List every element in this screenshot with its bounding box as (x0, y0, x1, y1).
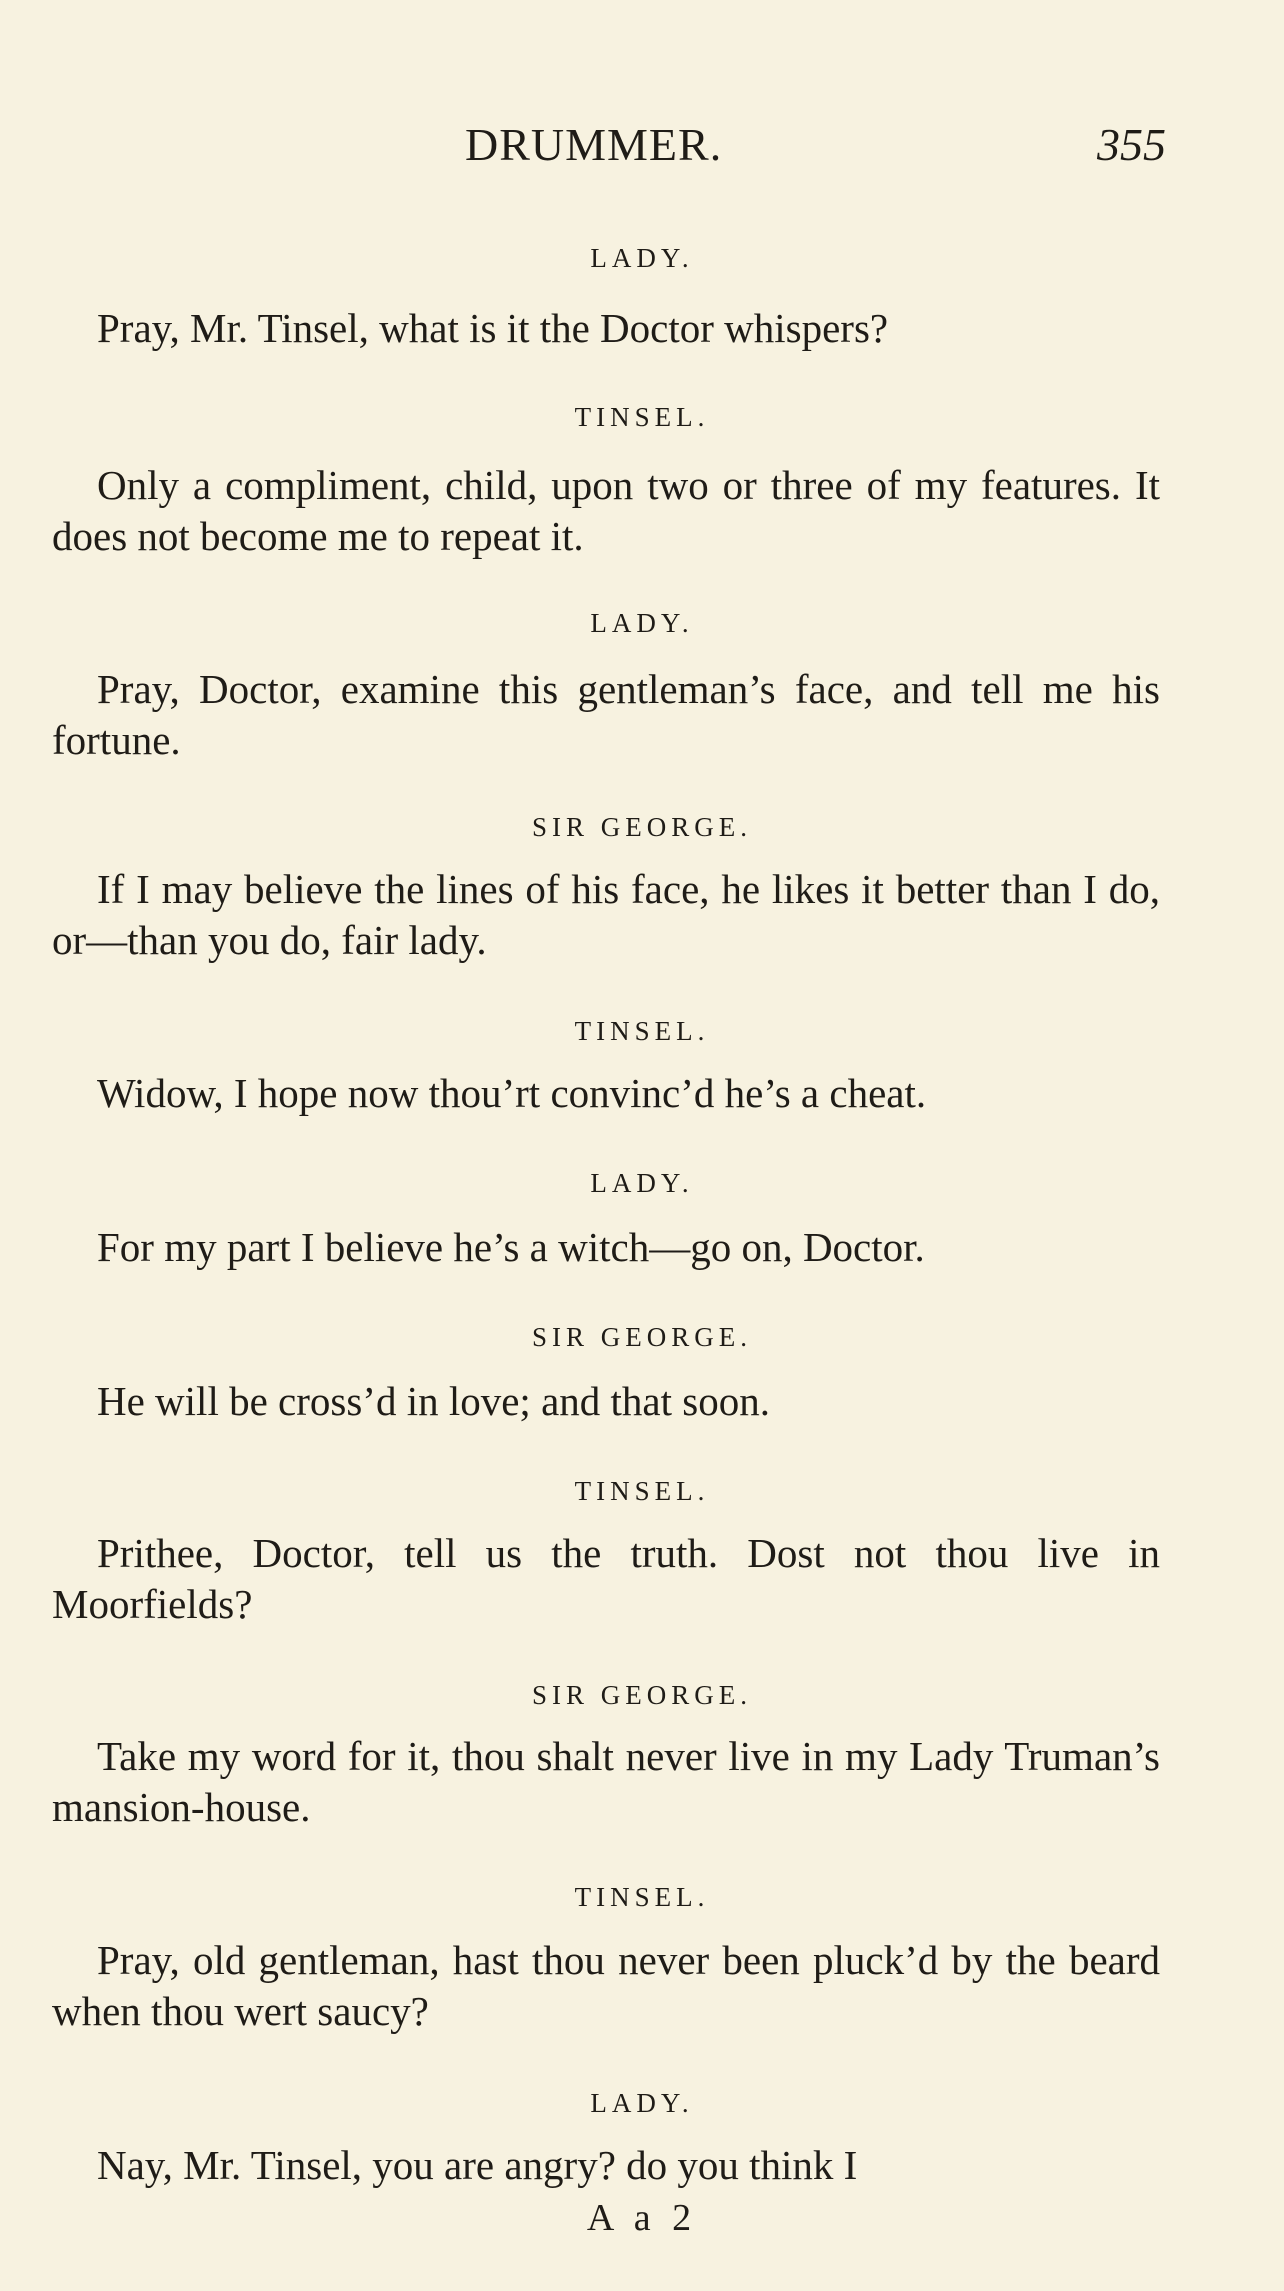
speaker-name: SIR GEORGE. (531, 1680, 752, 1710)
speech-text: He will be cross’d in love; and that soon. (97, 1378, 770, 1424)
speech-text: Only a compliment, child, upon two or three of my features. It does not become me to repeat it. (52, 462, 1160, 559)
speaker-name: TINSEL. (574, 1882, 710, 1912)
running-head (0, 118, 1284, 178)
speech-text: Pray, Doctor, examine this gentleman’s face, and tell me his fortune. (52, 666, 1160, 763)
speaker-name: TINSEL. (574, 1476, 710, 1506)
speaker-name: SIR GEORGE. (531, 812, 752, 842)
speech-text: For my part I believe he’s a witch—go on, Doctor. (97, 1224, 925, 1270)
signature-mark: A a 2 (586, 2197, 698, 2239)
speaker-name: LADY. (590, 243, 694, 273)
speaker-name: TINSEL. (574, 402, 710, 432)
speech-text: Take my word for it, thou shalt never live in my Lady Truman’s mansion-house. (52, 1733, 1160, 1830)
speech-text: Prithee, Doctor, tell us the truth. Dost not thou live in Moorfields? (52, 1530, 1160, 1627)
speech-text: Widow, I hope now thou’rt convinc’d he’s a cheat. (97, 1070, 927, 1116)
speech-text: Pray, Mr. Tinsel, what is it the Doctor whispers? (97, 305, 889, 351)
speech-text: If I may believe the lines of his face, he likes it better than I do, or—than you do, fair lady. (52, 866, 1160, 963)
speech-text: Nay, Mr. Tinsel, you are angry? do you think I (97, 2142, 858, 2188)
page-number: 355 (1097, 119, 1166, 170)
running-title: DRUMMER. (465, 119, 723, 170)
speaker-name: LADY. (590, 2088, 694, 2118)
speaker-name: SIR GEORGE. (531, 1322, 752, 1352)
speech-text: Pray, old gentleman, hast thou never been pluck’d by the beard when thou wert saucy? (52, 1937, 1160, 2034)
speaker-name: TINSEL. (574, 1016, 710, 1046)
speaker-name: LADY. (590, 608, 694, 638)
speaker-name: LADY. (590, 1168, 694, 1198)
